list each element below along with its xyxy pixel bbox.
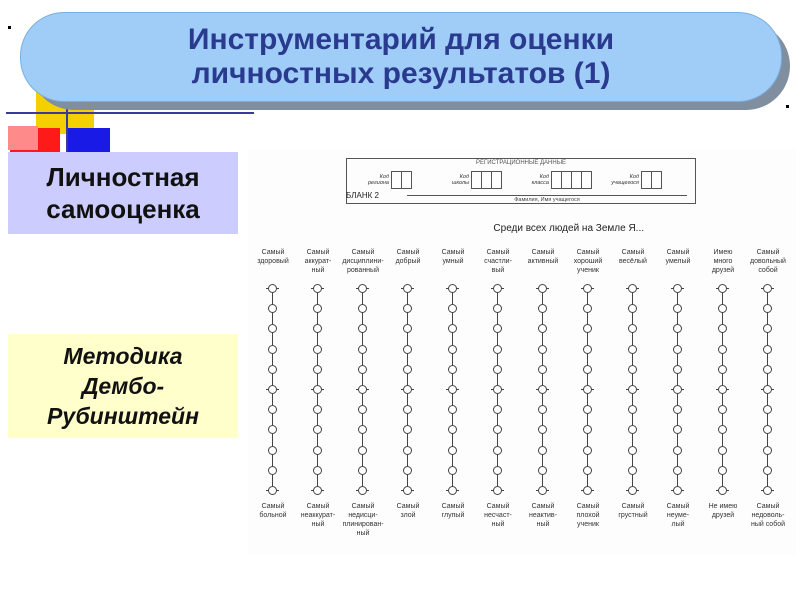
scale-bottom-label-line: недисци- — [348, 512, 378, 519]
decor-horizontal-line — [6, 112, 254, 114]
scale-bottom-label-line: больной — [259, 512, 287, 519]
registration-field-label — [359, 174, 389, 186]
scale-top-label-line: Самый — [306, 249, 330, 256]
scale-point[interactable] — [268, 304, 277, 313]
scale-point[interactable] — [493, 385, 502, 394]
scale-point[interactable] — [718, 405, 727, 414]
scale-point[interactable] — [673, 284, 682, 293]
scale-bottom-label-line: Самый — [306, 503, 330, 510]
decor-pink-square — [8, 126, 38, 150]
scale-top-label-line: весёлый — [619, 258, 647, 265]
scale-point[interactable] — [313, 486, 322, 495]
scale-point[interactable] — [673, 345, 682, 354]
registration-field-label-line: класса — [531, 180, 549, 186]
scale-point[interactable] — [313, 405, 322, 414]
title-line-2: личностных результатов (1) — [191, 57, 611, 90]
scale-point[interactable] — [358, 486, 367, 495]
scale-point[interactable] — [763, 324, 772, 333]
scale-bottom-label-line: Самый — [441, 503, 465, 510]
scale-point[interactable] — [448, 385, 457, 394]
scale-line — [452, 288, 453, 490]
scale-point[interactable] — [673, 405, 682, 414]
scale-point[interactable] — [268, 486, 277, 495]
scale-point[interactable] — [583, 345, 592, 354]
scale-point[interactable] — [448, 446, 457, 455]
self-assessment-line: Личностная — [46, 162, 200, 192]
scale-top-label-line: Самый — [351, 249, 375, 256]
scale-top-label-line: много — [713, 258, 733, 265]
scale-point[interactable] — [403, 304, 412, 313]
scale-top-label-line: Самый — [261, 249, 285, 256]
scale-bottom-label-line: Не имею — [708, 503, 738, 510]
scale-bottom-label-line: ный — [491, 521, 505, 528]
scale-top-label-line: Самый — [576, 249, 600, 256]
registration-cells — [552, 171, 592, 189]
scale-line — [407, 288, 408, 490]
scale-point[interactable] — [718, 385, 727, 394]
scale-top-label-line: друзей — [711, 267, 735, 274]
scale-point[interactable] — [718, 345, 727, 354]
scale-point[interactable] — [493, 446, 502, 455]
scale-point[interactable] — [313, 385, 322, 394]
scale-point[interactable] — [313, 365, 322, 374]
registration-cells — [392, 171, 412, 189]
scale-point[interactable] — [268, 345, 277, 354]
scale-point[interactable] — [718, 486, 727, 495]
scale-bottom-label-line: неактив- — [529, 512, 557, 519]
scale-point[interactable] — [493, 425, 502, 434]
scale-point[interactable] — [538, 486, 547, 495]
scale-point[interactable] — [268, 405, 277, 414]
scale-point[interactable] — [493, 365, 502, 374]
scale-point[interactable] — [403, 385, 412, 394]
scale-point[interactable] — [358, 425, 367, 434]
scale-bottom-label-line: Самый — [261, 503, 285, 510]
bullet-mark — [8, 26, 11, 29]
scale-bottom-label-line: ученик — [577, 521, 599, 528]
scale-line — [497, 288, 498, 490]
scale-point[interactable] — [583, 446, 592, 455]
scale-bottom-label-line: неаккурат- — [300, 512, 336, 519]
scale-point[interactable] — [493, 405, 502, 414]
scale-top-label-line: довольный — [750, 258, 786, 265]
scale-top-label-line: активный — [527, 258, 559, 265]
scale-point[interactable] — [673, 446, 682, 455]
scale-top-label-line: рованный — [347, 267, 379, 274]
scale-point[interactable] — [448, 405, 457, 414]
registration-field — [359, 171, 412, 189]
scale-bottom-label-line: плохой — [576, 512, 600, 519]
scale-top-label-line: Самый — [396, 249, 420, 256]
scale-point[interactable] — [358, 345, 367, 354]
registration-field-label-line: школы — [451, 180, 469, 186]
scale-point[interactable] — [538, 365, 547, 374]
scale-bottom-label-line: Самый — [666, 503, 690, 510]
scale-point[interactable] — [763, 345, 772, 354]
scale-point[interactable] — [583, 324, 592, 333]
scale-point[interactable] — [358, 405, 367, 414]
scale-point[interactable] — [673, 304, 682, 313]
registration-cell[interactable] — [491, 171, 502, 189]
scale-bottom-label-line: злой — [400, 512, 416, 519]
scale-bottom-label-line: Самый — [486, 503, 510, 510]
scale-point[interactable] — [538, 284, 547, 293]
registration-field-label-line: учащегося — [611, 180, 639, 186]
registration-title: РЕГИСТРАЦИОННЫЕ ДАННЫЕ — [475, 160, 567, 166]
scale-point[interactable] — [268, 425, 277, 434]
scale-point[interactable] — [313, 466, 322, 475]
scale-point[interactable] — [403, 324, 412, 333]
scale-top-label-line: добрый — [395, 258, 421, 265]
scale-point[interactable] — [583, 425, 592, 434]
scale-bottom-label-line: несчаст- — [484, 512, 512, 519]
scale-line — [542, 288, 543, 490]
scale-top-label-line: Самый — [531, 249, 555, 256]
scale-point[interactable] — [538, 385, 547, 394]
scale-point[interactable] — [313, 324, 322, 333]
scale-top-label-line: Имею — [713, 249, 733, 256]
scale-top-label-line: собой — [758, 267, 778, 274]
scale-point[interactable] — [538, 304, 547, 313]
scale-point[interactable] — [403, 446, 412, 455]
scale-point[interactable] — [763, 304, 772, 313]
scale-line — [677, 288, 678, 490]
scale-point[interactable] — [763, 425, 772, 434]
scale-line — [632, 288, 633, 490]
scale-line — [587, 288, 588, 490]
scale-point[interactable] — [763, 446, 772, 455]
scale-point[interactable] — [673, 466, 682, 475]
scale-point[interactable] — [583, 405, 592, 414]
scale-bottom-label-line: Самый — [756, 503, 780, 510]
scale-top-label-line: умелый — [665, 258, 691, 265]
scale-point[interactable] — [628, 466, 637, 475]
scale-point[interactable] — [313, 446, 322, 455]
registration-cell[interactable] — [651, 171, 662, 189]
scale-point[interactable] — [268, 446, 277, 455]
scale-point[interactable] — [628, 284, 637, 293]
scale-bottom-label-line: Самый — [396, 503, 420, 510]
scale-point[interactable] — [493, 304, 502, 313]
scale-bottom-label-line: друзей — [711, 512, 735, 519]
scale-top-label-line: ученик — [577, 267, 599, 274]
registration-cell[interactable] — [401, 171, 412, 189]
scale-point[interactable] — [403, 486, 412, 495]
scale-point[interactable] — [313, 284, 322, 293]
scale-point[interactable] — [403, 284, 412, 293]
scale-point[interactable] — [628, 385, 637, 394]
scale-point[interactable] — [628, 304, 637, 313]
scale-bottom-label-line: ный — [356, 530, 370, 537]
scale-bottom-label-line: грустный — [618, 512, 648, 519]
scale-point[interactable] — [718, 304, 727, 313]
scale-point[interactable] — [673, 425, 682, 434]
scale-point[interactable] — [538, 466, 547, 475]
registration-field-label-line: Код — [459, 174, 469, 180]
scale-point[interactable] — [403, 345, 412, 354]
scale-point[interactable] — [313, 304, 322, 313]
scale-top-label-line: Самый — [666, 249, 690, 256]
registration-field — [439, 171, 502, 189]
scale-point[interactable] — [718, 324, 727, 333]
scale-point[interactable] — [628, 345, 637, 354]
slide-title — [20, 12, 782, 102]
registration-cells — [642, 171, 662, 189]
scale-point[interactable] — [268, 284, 277, 293]
scale-top-label-line: хороший — [573, 258, 603, 265]
scale-point[interactable] — [763, 486, 772, 495]
method-line: Дембо- — [81, 373, 165, 399]
registration-field-label-line: Код — [629, 174, 639, 180]
scale-point[interactable] — [493, 324, 502, 333]
scale-point[interactable] — [493, 486, 502, 495]
scale-point[interactable] — [268, 385, 277, 394]
scale-point[interactable] — [628, 486, 637, 495]
method-label — [8, 334, 238, 438]
scale-point[interactable] — [448, 486, 457, 495]
scale-point[interactable] — [403, 425, 412, 434]
scale-point[interactable] — [628, 365, 637, 374]
scale-bottom-label-line: Самый — [621, 503, 645, 510]
scale-line — [272, 288, 273, 490]
scale-point[interactable] — [763, 385, 772, 394]
registration-field-label-line: региона — [367, 180, 389, 186]
scale-bottom-label-line: ный собой — [750, 521, 786, 528]
registration-box — [346, 158, 696, 204]
registration-field-label-line: Код — [539, 174, 549, 180]
scale-point[interactable] — [358, 385, 367, 394]
scale-bottom-label-line: ный — [311, 521, 325, 528]
scale-top-label-line: дисциплини- — [342, 258, 384, 265]
scale-bottom-label-line: Самый — [351, 503, 375, 510]
form-name: БЛАНК 2 — [346, 191, 379, 200]
registration-field-label-line: Код — [379, 174, 389, 180]
scale-line — [362, 288, 363, 490]
scale-point[interactable] — [628, 446, 637, 455]
name-line — [407, 195, 687, 196]
registration-field-label — [439, 174, 469, 186]
scale-point[interactable] — [763, 466, 772, 475]
self-assessment-line: самооценка — [46, 194, 200, 224]
scale-point[interactable] — [718, 365, 727, 374]
scale-point[interactable] — [358, 304, 367, 313]
scale-line — [317, 288, 318, 490]
scale-top-label — [741, 248, 795, 275]
scale-top-label-line: аккурат- — [304, 258, 332, 265]
scale-point[interactable] — [358, 365, 367, 374]
registration-field-label — [609, 174, 639, 186]
scale-top-label-line: Самый — [756, 249, 780, 256]
scale-point[interactable] — [493, 345, 502, 354]
scale-point[interactable] — [583, 385, 592, 394]
method-line: Методика — [63, 343, 183, 369]
scale-bottom-label-line: плинирован- — [342, 521, 384, 528]
scale-point[interactable] — [538, 425, 547, 434]
scale-point[interactable] — [628, 405, 637, 414]
scale-point[interactable] — [673, 365, 682, 374]
scale-top-label-line: умный — [442, 258, 464, 265]
scale-point[interactable] — [538, 405, 547, 414]
scale-top-label-line: здоровый — [257, 258, 289, 265]
scale-point[interactable] — [538, 324, 547, 333]
scale-point[interactable] — [583, 486, 592, 495]
scale-point[interactable] — [763, 365, 772, 374]
scale-point[interactable] — [313, 345, 322, 354]
bullet-mark — [786, 105, 789, 108]
scale-point[interactable] — [358, 466, 367, 475]
registration-field — [519, 171, 592, 189]
scale-point[interactable] — [448, 345, 457, 354]
assessment-form — [248, 150, 796, 555]
scale-point[interactable] — [673, 324, 682, 333]
scale-point[interactable] — [448, 304, 457, 313]
scale-point[interactable] — [628, 324, 637, 333]
scale-point[interactable] — [673, 486, 682, 495]
scale-top-label-line: Самый — [441, 249, 465, 256]
scale-point[interactable] — [448, 284, 457, 293]
scale-line — [722, 288, 723, 490]
scale-top-label-line: Самый — [486, 249, 510, 256]
scale-point[interactable] — [493, 466, 502, 475]
method-line: Рубинштейн — [47, 403, 199, 429]
scale-point[interactable] — [493, 284, 502, 293]
scale-point[interactable] — [718, 284, 727, 293]
self-assessment-label — [8, 152, 238, 234]
scale-top-label-line: Самый — [621, 249, 645, 256]
scale-point[interactable] — [403, 405, 412, 414]
scale-point[interactable] — [763, 284, 772, 293]
registration-field — [609, 171, 662, 189]
form-heading: Среди всех людей на Земле Я... — [493, 223, 644, 234]
scale-point[interactable] — [403, 365, 412, 374]
scale-point[interactable] — [583, 466, 592, 475]
scale-point[interactable] — [448, 324, 457, 333]
scale-top-label-line: вый — [491, 267, 505, 274]
scale-bottom-label-line: лый — [671, 521, 685, 528]
scale-point[interactable] — [358, 284, 367, 293]
name-label: Фамилия, Имя учащегося — [514, 197, 580, 203]
scale-point[interactable] — [718, 425, 727, 434]
scale-point[interactable] — [268, 365, 277, 374]
scale-bottom-label-line: ный — [536, 521, 550, 528]
scale-point[interactable] — [313, 425, 322, 434]
scale-point[interactable] — [538, 345, 547, 354]
scale-point[interactable] — [403, 466, 412, 475]
scale-bottom-label-line: глупый — [441, 512, 465, 519]
scale-point[interactable] — [583, 304, 592, 313]
scale-bottom-label-line: недоволь- — [751, 512, 785, 519]
scale-point[interactable] — [268, 324, 277, 333]
scale-top-label-line: счастли- — [484, 258, 512, 265]
scale-point[interactable] — [448, 425, 457, 434]
registration-field-label — [519, 174, 549, 186]
scale-point[interactable] — [718, 446, 727, 455]
scale-line — [767, 288, 768, 490]
scale-bottom-label-line: Самый — [531, 503, 555, 510]
scale-point[interactable] — [358, 324, 367, 333]
registration-cells — [472, 171, 502, 189]
scale-point[interactable] — [583, 365, 592, 374]
scale-point[interactable] — [718, 466, 727, 475]
scale-bottom-label-line: Самый — [576, 503, 600, 510]
scale-point[interactable] — [583, 284, 592, 293]
title-line-1: Инструментарий для оценки — [187, 23, 615, 56]
scale-bottom-label-line: неуме- — [666, 512, 690, 519]
scale-bottom-label — [741, 502, 795, 529]
scale-point[interactable] — [448, 365, 457, 374]
scale-point[interactable] — [268, 466, 277, 475]
scale-point[interactable] — [448, 466, 457, 475]
scale-point[interactable] — [538, 446, 547, 455]
scale-point[interactable] — [763, 405, 772, 414]
scale-point[interactable] — [358, 446, 367, 455]
registration-cell[interactable] — [581, 171, 592, 189]
scale-point[interactable] — [673, 385, 682, 394]
scale-point[interactable] — [628, 425, 637, 434]
scale-top-label-line: ный — [311, 267, 325, 274]
